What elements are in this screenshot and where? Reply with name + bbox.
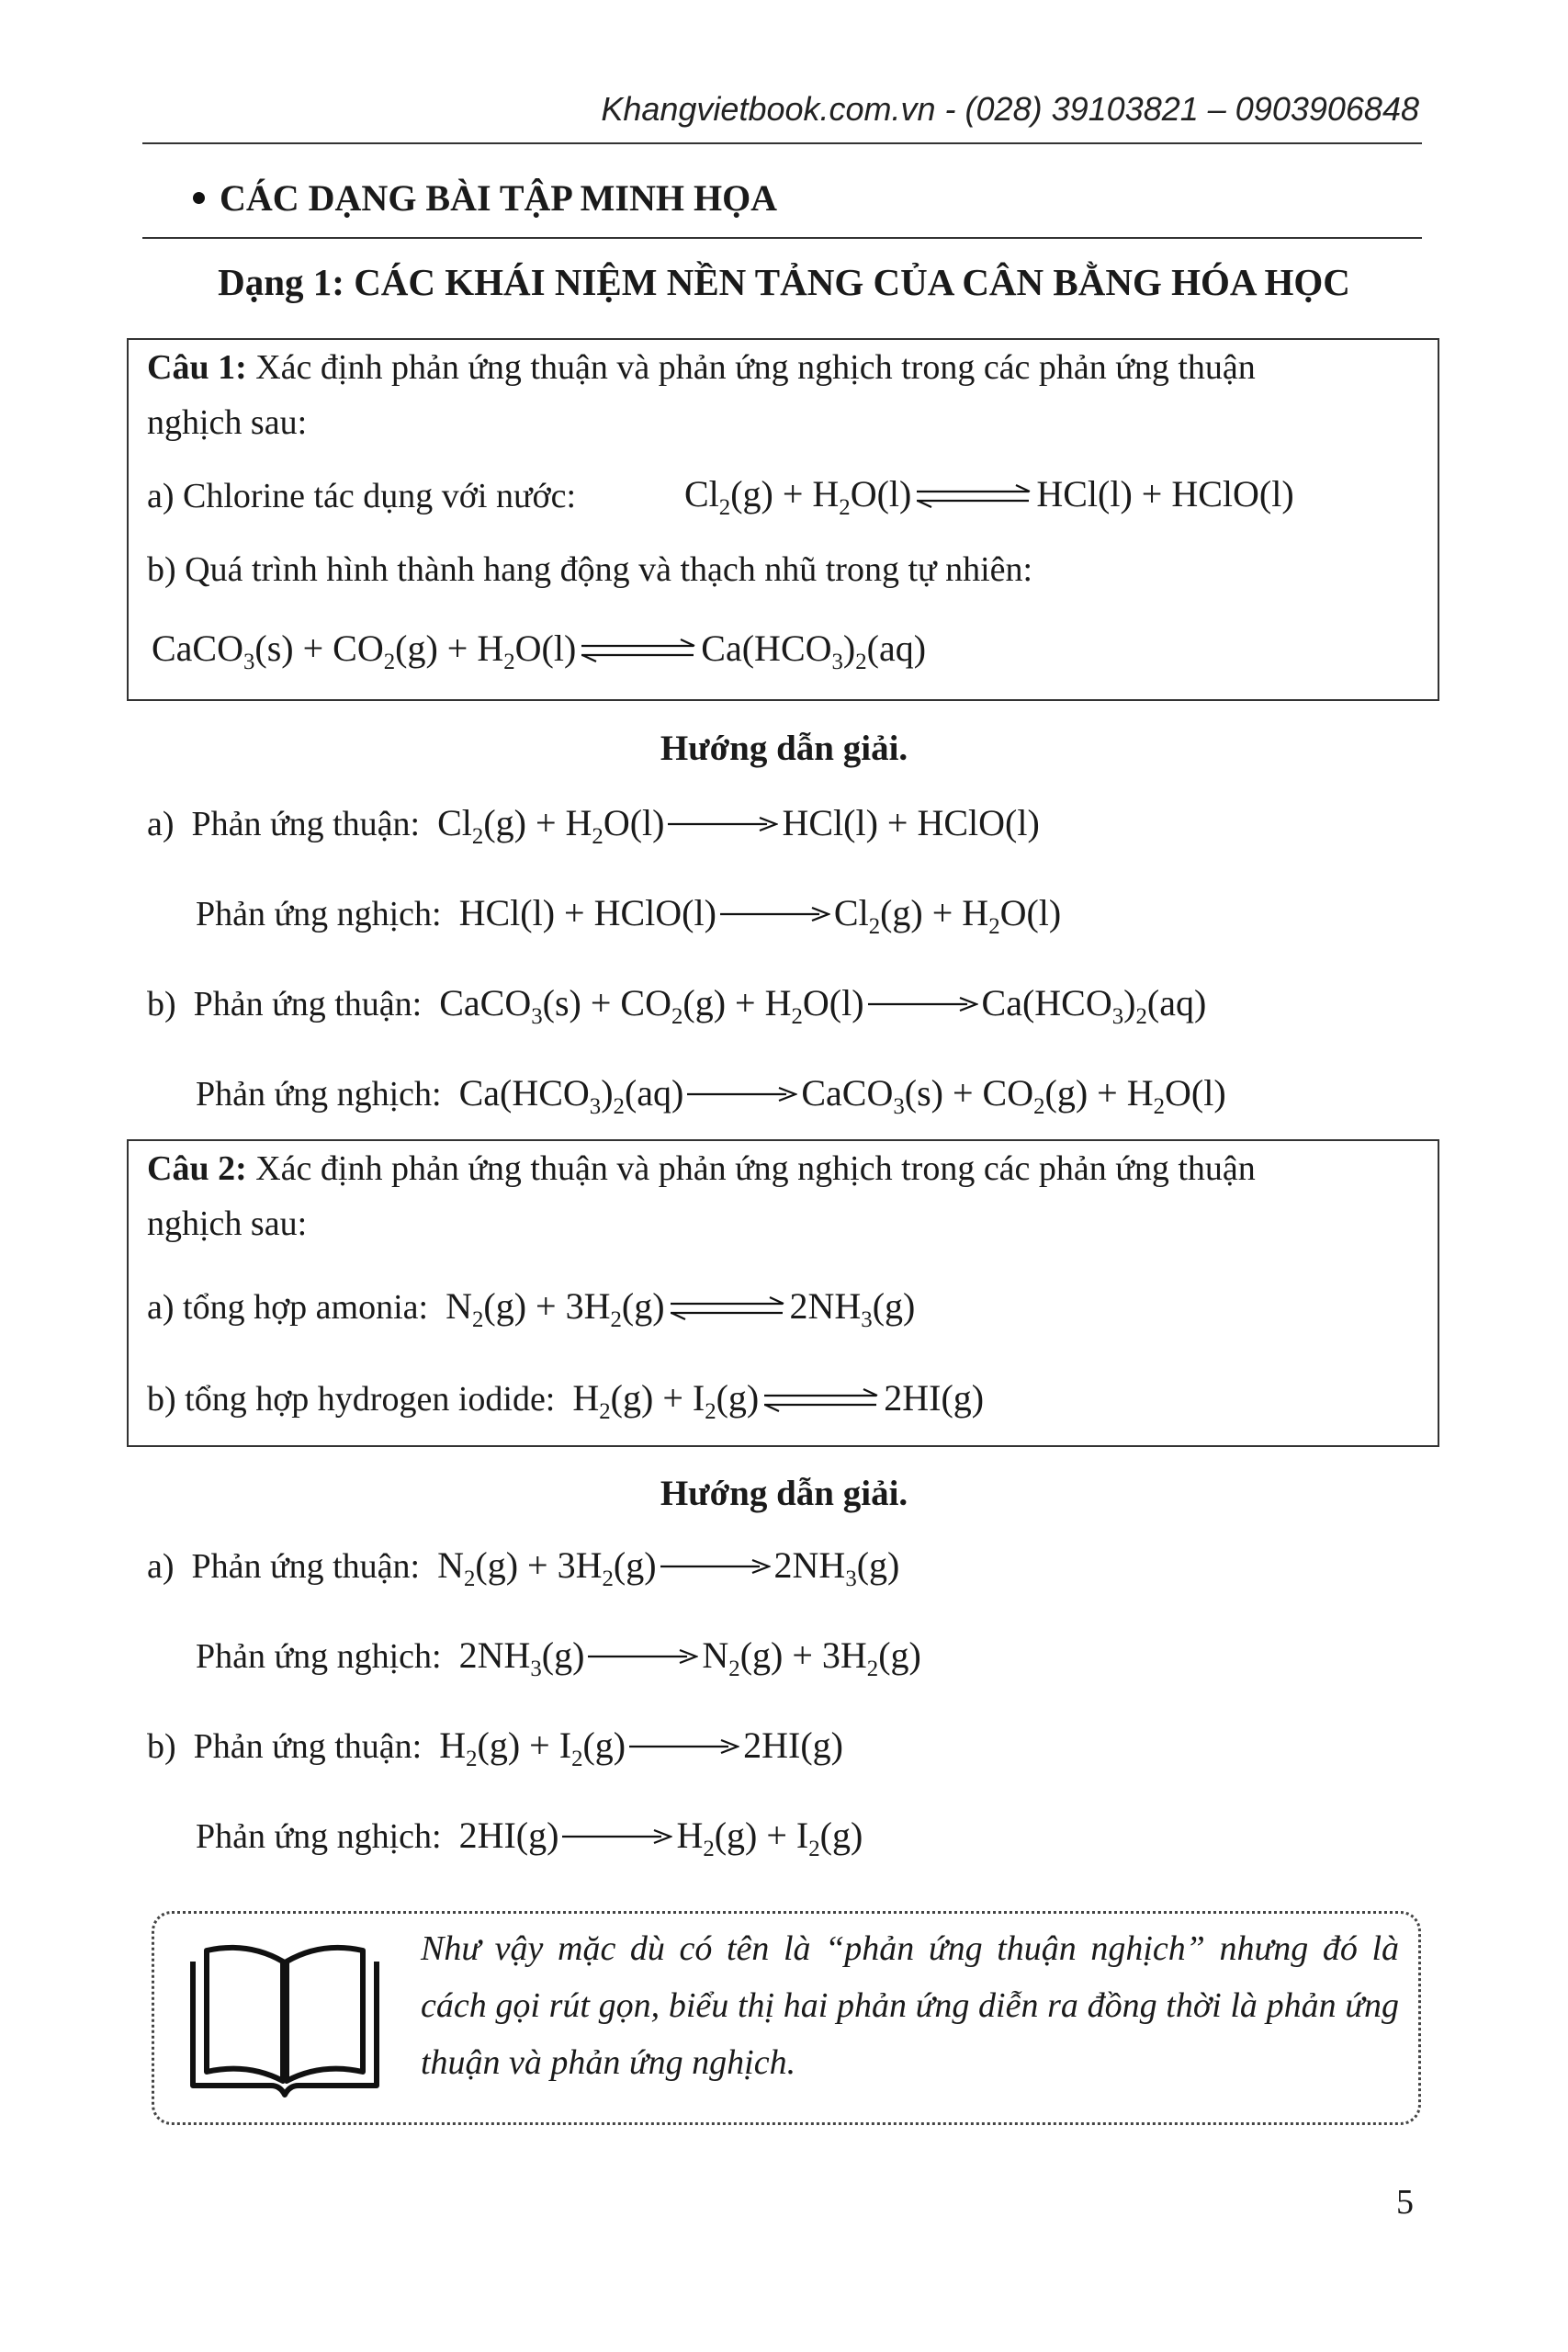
sol1-b-reverse: Phản ứng nghịch: $Ca(HCO_3)_2(aq)$ CaCO$_3$(s) + $CO_2(g) + H_2O(l)$ — [196, 1072, 1226, 1120]
forward-arrow-icon — [629, 1736, 739, 1757]
cau2-line1: Câu 2: Xác định phản ứng thuận và phản ứng nghịch trong các phản ứng thuận — [147, 1149, 1256, 1188]
cau2-b: b) tổng hợp hydrogen iodide: $H_2(g) + I_2(g)$ 2HI(g) — [147, 1377, 985, 1425]
sol2-a-reverse: Phản ứng nghịch: $2NH_3(g) N_2(g) + 3H_2(g)$ — [196, 1634, 921, 1682]
forward-arrow-icon — [687, 1084, 797, 1104]
forward-arrow-icon — [562, 1826, 672, 1847]
open-book-icon — [184, 1934, 386, 2104]
sol2-a-forward: a) Phản ứng thuận: $N_2(g) + 3H_2(g)$ $2NH_3(g)$ — [147, 1544, 900, 1592]
cau2-a: a) tổng hợp amonia: $N_2(g) + 3H_2(g)$ $2NH_3(g)$ — [147, 1285, 916, 1333]
note-text: Như vậy mặc dù có tên là “phản ứng thuận nghịch” nhưng đó là cách gọi rút gọn, biểu thị hai phản ứng diễn ra đồng thời là phản ứng thuận và phản ứng nghịch. — [421, 1929, 1399, 2082]
section-title: CÁC DẠNG BÀI TẬP MINH HỌA — [193, 176, 777, 220]
equilibrium-arrow-icon — [915, 484, 1032, 508]
equilibrium-arrow-icon — [762, 1388, 880, 1412]
page-header: Khangvietbook.com.vn - (028) 39103821 – 0903906848 — [601, 90, 1419, 128]
forward-arrow-icon — [588, 1646, 698, 1667]
sol1-b-forward: b) Phản ứng thuận: CaCO$_3$(s) + $CO_2(g) + H_2O(l)$ $Ca(HCO_3)_2(aq)$ — [147, 982, 1207, 1030]
forward-arrow-icon — [660, 1556, 771, 1577]
cau2-line2: nghịch sau: — [147, 1204, 308, 1243]
page-number: 5 — [1396, 2183, 1414, 2222]
cau1-line2: nghịch sau: — [147, 403, 308, 442]
cau1-a-equation: $Cl_2(g) + H_2O(l) HCl(l)$ + HClO(l) — [684, 473, 1294, 521]
sol1-a-reverse: Phản ứng nghịch: HCl(l) + HClO(l) $Cl_2(g) + H_2O(l)$ — [196, 892, 1062, 940]
forward-arrow-icon — [868, 994, 978, 1014]
bullet-icon — [193, 192, 205, 204]
equilibrium-arrow-icon — [580, 639, 697, 662]
solution-2-title: Hướng dẫn giải. — [660, 1474, 908, 1513]
cau1-b-label: b) Quá trình hình thành hang động và thạch nhũ trong tự nhiên: — [147, 550, 1033, 589]
sol2-b-reverse: Phản ứng nghịch: 2HI(g) $H_2(g) + I_2(g)$ — [196, 1815, 863, 1862]
cau1-line1: Câu 1: Xác định phản ứng thuận và phản ứng nghịch trong các phản ứng thuận — [147, 348, 1256, 387]
cau1-b-equation: CaCO$_3$(s) + $CO_2(g) + H_2O(l)$ $Ca(HCO_3)_2(aq)$ — [152, 628, 927, 675]
cau1-a-label: a) Chlorine tác dụng với nước: — [147, 477, 577, 515]
section-rule — [142, 237, 1422, 239]
solution-1-title: Hướng dẫn giải. — [660, 729, 908, 768]
equilibrium-arrow-icon — [669, 1296, 786, 1320]
dang1-title: Dạng 1: CÁC KHÁI NIỆM NỀN TẢNG CỦA CÂN BẰNG HÓA HỌC — [218, 261, 1350, 303]
forward-arrow-icon — [720, 904, 830, 924]
sol2-b-forward: b) Phản ứng thuận: $H_2(g) + I_2(g)$ 2HI(g) — [147, 1724, 843, 1772]
sol1-a-forward: a) Phản ứng thuận: $Cl_2(g) + H_2O(l) HCl(l)$ + HClO(l) — [147, 802, 1040, 850]
forward-arrow-icon — [668, 814, 778, 834]
header-rule — [142, 142, 1422, 144]
